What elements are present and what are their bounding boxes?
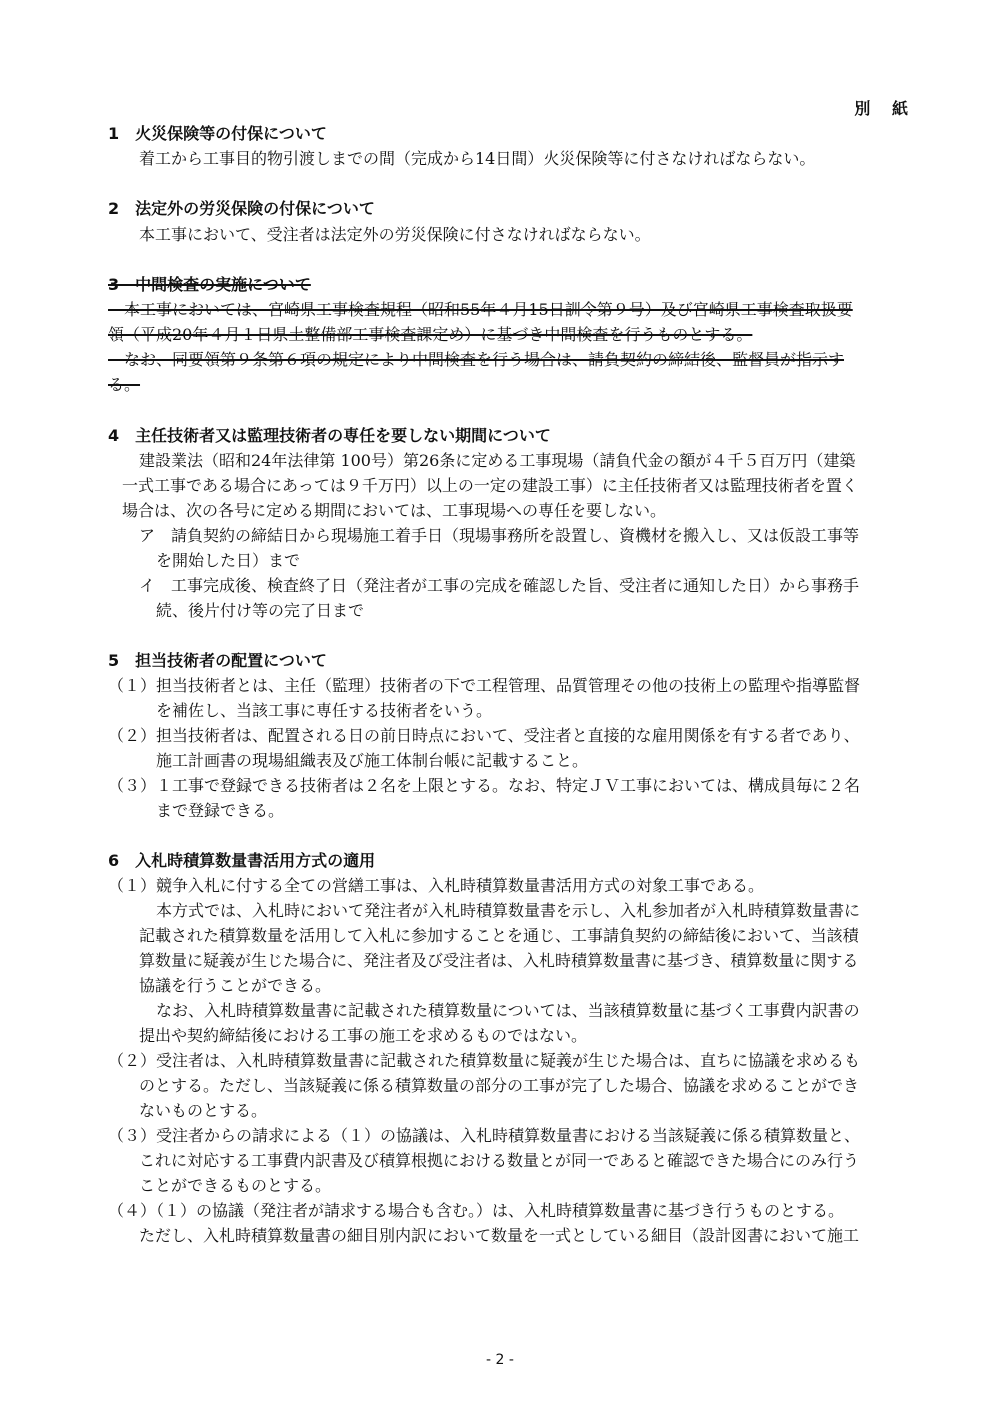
section-4-line: 一式工事である場合にあっては９千万円）以上の一定の建設工事）に主任技術者又は監理技術者を置く [122, 476, 858, 495]
section-1-heading: 1 火災保険等の付保について [108, 124, 327, 143]
section-3-line: 本工事においては、宮崎県工事検査規程（昭和55年４月15日訓令第９号）及び宮崎県工事検査取扱要 [108, 300, 853, 319]
section-6-line: 提出や契約締結後における工事の施工を求めるものではない。 [139, 1026, 588, 1045]
section-5-line: を補佐し、当該工事に専任する技術者をいう。 [156, 701, 493, 720]
section-6-line: 本方式では、入札時において発注者が入札時積算数量書を示し、入札参加者が入札時積算数量書に [156, 901, 861, 920]
page-number: - 2 - [486, 1352, 514, 1368]
section-1-text: 着工から工事目的物引渡しまでの間（完成から14日間）火災保険等に付さなければならない。 [139, 149, 816, 168]
section-4-line: 場合は、次の各号に定める期間においては、工事現場への専任を要しない。 [122, 501, 667, 520]
section-5-line: （３）１工事で登録できる技術者は２名を上限とする。なお、特定ＪＶ工事においては、構成員毎に２名 [108, 776, 861, 795]
section-3-line: なお、同要領第９条第６項の規定により中間検査を行う場合は、請負契約の締結後、監督員が指示す [108, 350, 845, 369]
section-4-item-i: イ 工事完成後、検査終了日（発注者が工事の完成を確認した旨、受注者に通知した日）から事務手 [139, 576, 860, 595]
section-6-line: ことができるものとする。 [139, 1176, 332, 1195]
section-6-line: ないものとする。 [139, 1101, 268, 1120]
annex-label: 別 紙 [854, 99, 916, 118]
section-6-line: （４）（１）の協議（発注者が請求する場合も含む。）は、入札時積算数量書に基づき行うものとする。 [108, 1201, 845, 1220]
section-5-heading: 5 担当技術者の配置について [108, 651, 327, 670]
section-4-line: 建設業法（昭和24年法律第 100号）第26条に定める工事現場（請負代金の額が４千５百万円（建築 [139, 451, 856, 470]
section-6-line: のとする。ただし、当該疑義に係る積算数量の部分の工事が完了した場合、協議を求めることができ [139, 1076, 860, 1095]
section-6-line: 記載された積算数量を活用して入札に参加することを通じ、工事請負契約の締結後において、当該積 [139, 926, 859, 945]
section-3-line: る。 [108, 375, 141, 394]
section-4-item-i-cont: 続、後片付け等の完了日まで [156, 601, 365, 620]
section-2-text: 本工事において、受注者は法定外の労災保険に付さなければならない。 [139, 225, 651, 244]
section-5-line: （１）担当技術者とは、主任（監理）技術者の下で工程管理、品質管理その他の技術上の監理や指導監督 [108, 676, 861, 695]
section-4-item-a: ア 請負契約の締結日から現場施工着手日（現場事務所を設置し、資機材を搬入し、又は仮設工事等 [139, 526, 860, 545]
section-6-line: これに対応する工事費内訳書及び積算根拠における数量とが同一であると確認できた場合にのみ行う [139, 1151, 860, 1170]
section-6-line: 算数量に疑義が生じた場合に、発注者及び受注者は、入札時積算数量書に基づき、積算数量に関する [139, 951, 859, 970]
section-3-line: 領（平成20年４月１日県土整備部工事検査課定め）に基づき中間検査を行うものとする。 [108, 325, 753, 344]
section-2-heading: 2 法定外の労災保険の付保について [108, 199, 375, 218]
section-3-heading: 3 中間検査の実施について [108, 275, 311, 294]
section-5-line: （２）担当技術者は、配置される日の前日時点において、受注者と直接的な雇用関係を有する者であり、 [108, 726, 860, 745]
section-6-line: （３）受注者からの請求による（１）の協議は、入札時積算数量書における当該疑義に係る積算数量と、 [108, 1126, 861, 1145]
section-6-line: （１）競争入札に付する全ての営繕工事は、入札時積算数量書活用方式の対象工事である。 [108, 876, 765, 895]
section-5-line: 施工計画書の現場組織表及び施工体制台帳に記載すること。 [156, 751, 589, 770]
section-5-line: まで登録できる。 [156, 801, 285, 820]
section-6-line: （２）受注者は、入札時積算数量書に記載された積算数量に疑義が生じた場合は、直ちに協議を求めるも [108, 1051, 861, 1070]
section-4-item-a-cont: を開始した日）まで [156, 551, 301, 570]
section-6-line: ただし、入札時積算数量書の細目別内訳において数量を一式としている細目（設計図書において施工 [139, 1226, 860, 1245]
section-6-line: なお、入札時積算数量書に記載された積算数量については、当該積算数量に基づく工事費内訳書の [156, 1001, 860, 1020]
section-4-heading: 4 主任技術者又は監理技術者の専任を要しない期間について [108, 426, 551, 445]
section-6-heading: 6 入札時積算数量書活用方式の適用 [108, 851, 376, 870]
section-6-line: 協議を行うことができる。 [139, 976, 332, 995]
